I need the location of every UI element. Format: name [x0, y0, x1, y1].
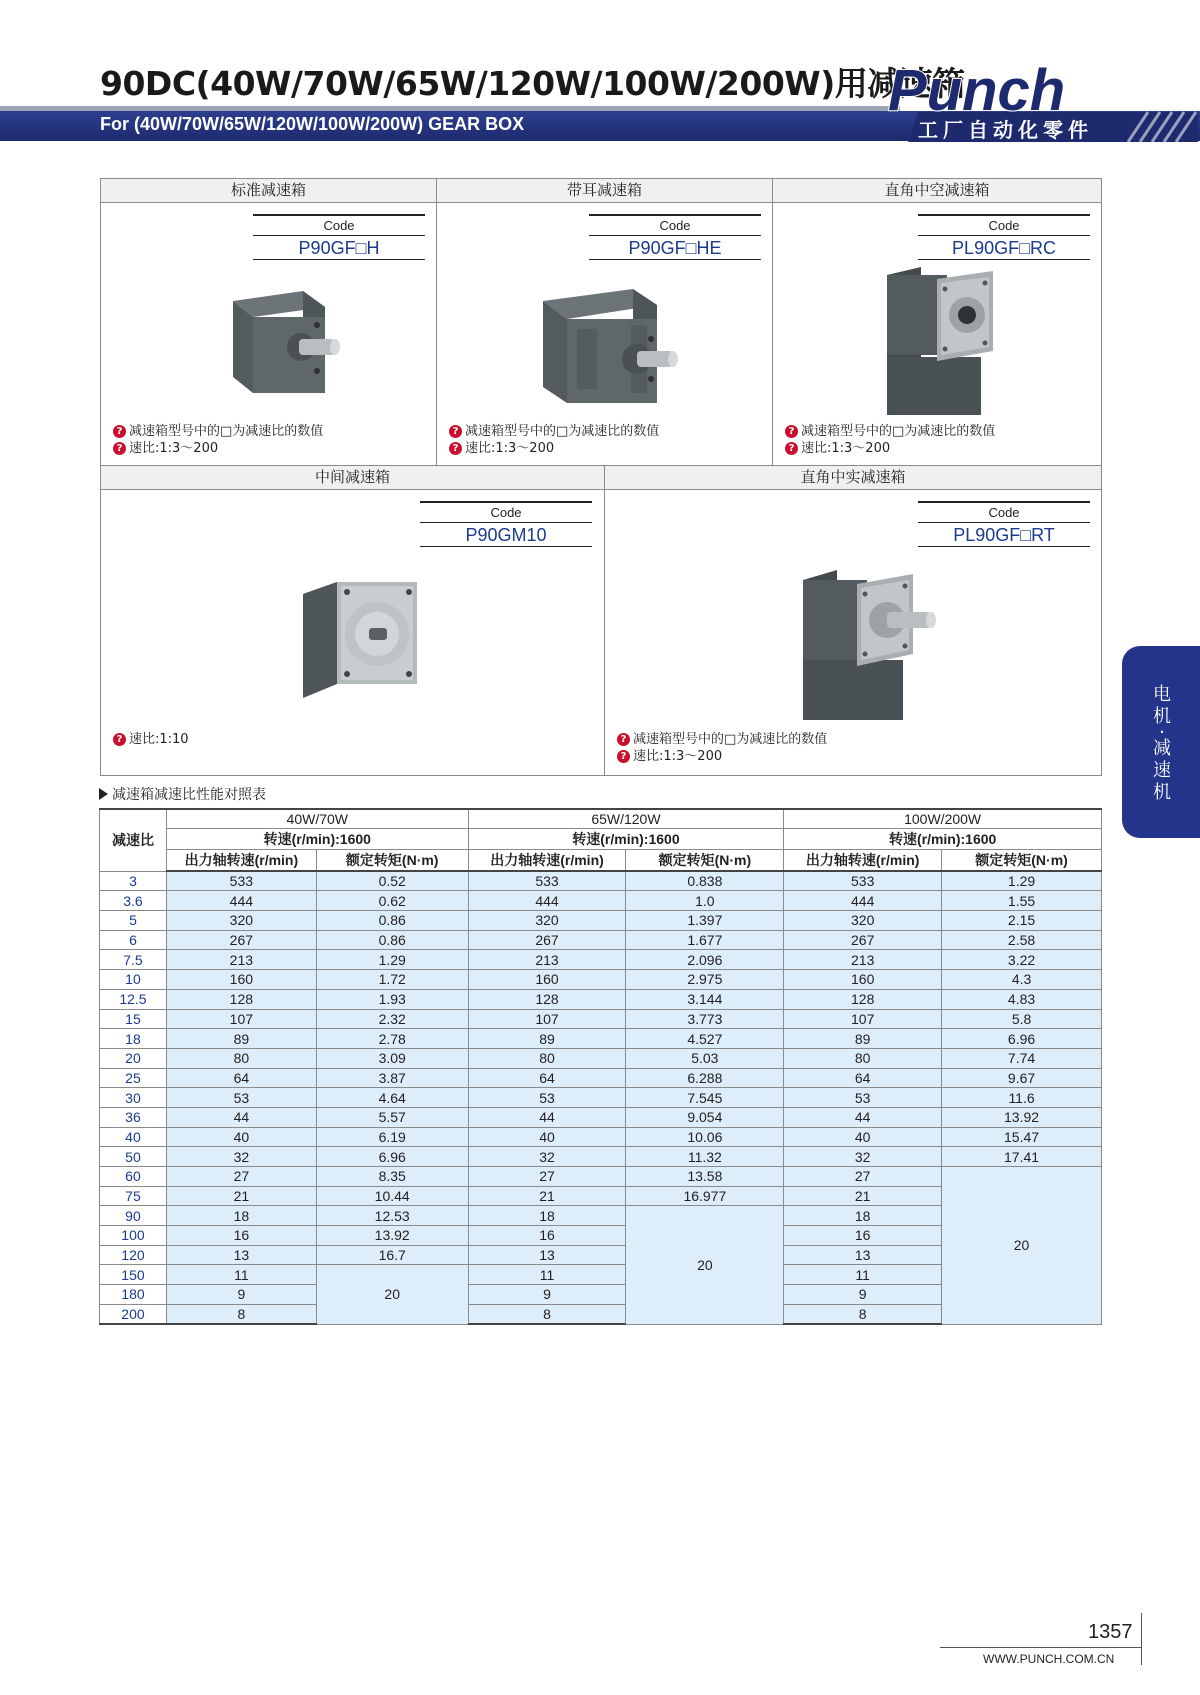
speed-cell: 107 — [784, 1009, 942, 1029]
speed-cell: 27 — [784, 1167, 942, 1187]
speed-cell: 128 — [784, 989, 942, 1009]
torque-cell: 4.3 — [942, 970, 1102, 990]
torque-cell: 1.0 — [626, 891, 784, 911]
code-label: Code — [918, 501, 1090, 523]
torque-cell: 11.6 — [942, 1088, 1102, 1108]
speed-cell: 40 — [166, 1127, 316, 1147]
torque-cell: 10.06 — [626, 1127, 784, 1147]
torque-cell: 0.52 — [316, 871, 468, 891]
table-row — [100, 950, 1102, 970]
speed-cell: 32 — [784, 1147, 942, 1167]
note — [113, 731, 189, 748]
speed-cell: 533 — [784, 871, 942, 891]
speed-cell: 267 — [784, 930, 942, 950]
product-intermediate — [101, 466, 605, 775]
note — [617, 731, 827, 748]
torque-cell: 2.78 — [316, 1029, 468, 1049]
speed-cell: 16 — [166, 1226, 316, 1246]
speed-cell: 21 — [468, 1186, 626, 1206]
product-with-ears — [437, 179, 773, 465]
ratio-cell: 36 — [100, 1107, 167, 1127]
speed-cell: 27 — [468, 1167, 626, 1187]
speed-cell: 213 — [468, 950, 626, 970]
table-row — [100, 1167, 1102, 1187]
speed-cell: 27 — [166, 1167, 316, 1187]
page-title: 90DC(40W/70W/65W/120W/100W/200W)用减速箱 — [100, 64, 965, 103]
ratio-cell: 3 — [100, 871, 167, 891]
ratio-cell: 75 — [100, 1186, 167, 1206]
product-code: PL90GF□RC — [918, 236, 1090, 260]
table-row — [100, 1127, 1102, 1147]
footer-url[interactable]: WWW.PUNCH.COM.CN — [983, 1652, 1115, 1666]
torque-cell: 16.977 — [626, 1186, 784, 1206]
ratio-cell: 200 — [100, 1304, 167, 1324]
torque-cell: 17.41 — [942, 1147, 1102, 1167]
ratio-cell: 120 — [100, 1245, 167, 1265]
col-output-speed: 出力轴转速(r/min) — [166, 850, 316, 872]
note — [785, 440, 995, 457]
speed-cell: 18 — [166, 1206, 316, 1226]
torque-cell: 1.29 — [942, 871, 1102, 891]
code-box — [589, 214, 761, 260]
torque-cell: 4.83 — [942, 989, 1102, 1009]
col-rated-torque: 额定转矩(N·m) — [316, 850, 468, 872]
torque-cell: 9.054 — [626, 1107, 784, 1127]
speed-cell: 16 — [468, 1226, 626, 1246]
ratio-header: 减速比 — [100, 809, 167, 871]
speed-cell: 320 — [166, 911, 316, 931]
torque-cell: 6.96 — [316, 1147, 468, 1167]
speed-cell: 160 — [784, 970, 942, 990]
table-row — [100, 891, 1102, 911]
torque-cell: 6.96 — [942, 1029, 1102, 1049]
torque-cell: 6.288 — [626, 1068, 784, 1088]
speed-cell: 13 — [784, 1245, 942, 1265]
speed-cell: 32 — [468, 1147, 626, 1167]
torque-cell: 9.67 — [942, 1068, 1102, 1088]
speed-cell: 89 — [468, 1029, 626, 1049]
ratio-cell: 7.5 — [100, 950, 167, 970]
speed-cell: 53 — [166, 1088, 316, 1108]
ratio-cell: 60 — [100, 1167, 167, 1187]
speed-cell: 11 — [468, 1265, 626, 1285]
torque-cell: 3.87 — [316, 1068, 468, 1088]
speed-cell: 40 — [784, 1127, 942, 1147]
product-right-angle-solid — [605, 466, 1101, 775]
notes — [113, 423, 323, 457]
page-subtitle: For (40W/70W/65W/120W/100W/200W) GEAR BOX — [100, 114, 525, 134]
torque-cell: 16.7 — [316, 1245, 468, 1265]
torque-cell: 6.19 — [316, 1127, 468, 1147]
code-box — [253, 214, 425, 260]
note-text: 减速箱型号中的□为减速比的数值 — [129, 424, 324, 439]
torque-cell: 5.57 — [316, 1107, 468, 1127]
notes — [617, 731, 827, 765]
code-label: Code — [918, 214, 1090, 236]
torque-cell: 5.03 — [626, 1048, 784, 1068]
section-label-text: 减速箱减速比性能对照表 — [112, 787, 266, 803]
gearbox-right-angle-hollow-image — [881, 261, 1001, 421]
speed-cell: 8 — [468, 1304, 626, 1324]
torque-cell: 13.92 — [942, 1107, 1102, 1127]
product-heading: 带耳减速箱 — [437, 179, 772, 203]
speed-cell: 13 — [166, 1245, 316, 1265]
note-text: 速比:1:3～200 — [129, 441, 219, 456]
torque-cell: 7.74 — [942, 1048, 1102, 1068]
speed-header: 转速(r/min):1600 — [784, 829, 1102, 850]
svg-text:Punch: Punch — [888, 60, 1066, 123]
note — [785, 423, 995, 440]
page-number: 1357 — [1088, 1621, 1133, 1643]
group-header: 40W/70W — [166, 809, 468, 829]
speed-cell: 21 — [166, 1186, 316, 1206]
torque-cell: 2.096 — [626, 950, 784, 970]
speed-cell: 44 — [166, 1107, 316, 1127]
speed-cell: 444 — [784, 891, 942, 911]
note-text: 速比:1:3～200 — [465, 441, 555, 456]
speed-cell: 44 — [784, 1107, 942, 1127]
speed-cell: 11 — [166, 1265, 316, 1285]
ratio-cell: 100 — [100, 1226, 167, 1246]
info-icon: ? — [785, 442, 798, 455]
table-row — [100, 1068, 1102, 1088]
table-row — [100, 871, 1102, 891]
torque-cell: 2.58 — [942, 930, 1102, 950]
group-header: 65W/120W — [468, 809, 784, 829]
ratio-cell: 50 — [100, 1147, 167, 1167]
torque-cell: 1.29 — [316, 950, 468, 970]
torque-cell: 1.397 — [626, 911, 784, 931]
note-text: 减速箱型号中的□为减速比的数值 — [633, 732, 828, 747]
speed-cell: 18 — [784, 1206, 942, 1226]
side-tab-char: 减 — [1153, 738, 1171, 759]
speed-cell: 32 — [166, 1147, 316, 1167]
product-code: P90GM10 — [420, 523, 592, 547]
ratio-cell: 40 — [100, 1127, 167, 1147]
side-tab-char: 机 — [1153, 706, 1171, 727]
gearbox-standard-image — [213, 281, 343, 401]
side-tab-char: · — [1159, 722, 1165, 743]
code-box — [918, 501, 1090, 547]
torque-cell: 4.527 — [626, 1029, 784, 1049]
speed-cell: 80 — [468, 1048, 626, 1068]
product-code: P90GF□H — [253, 236, 425, 260]
torque-cell: 3.22 — [942, 950, 1102, 970]
speed-cell: 64 — [784, 1068, 942, 1088]
torque-cell: 15.47 — [942, 1127, 1102, 1147]
gearbox-right-angle-solid-image — [797, 560, 937, 726]
code-box — [918, 214, 1090, 260]
ratio-cell: 10 — [100, 970, 167, 990]
speed-cell: 8 — [166, 1304, 316, 1324]
speed-cell: 533 — [468, 871, 626, 891]
code-label: Code — [253, 214, 425, 236]
torque-cell: 0.86 — [316, 911, 468, 931]
table-section-label — [99, 784, 266, 804]
note — [113, 440, 323, 457]
torque-cell: 2.15 — [942, 911, 1102, 931]
speed-cell: 320 — [468, 911, 626, 931]
info-icon: ? — [113, 425, 126, 438]
ratio-cell: 5 — [100, 911, 167, 931]
max-torque-cell: 20 — [626, 1206, 784, 1324]
speed-cell: 128 — [166, 989, 316, 1009]
speed-cell: 21 — [784, 1186, 942, 1206]
speed-cell: 8 — [784, 1304, 942, 1324]
speed-cell: 9 — [166, 1285, 316, 1305]
torque-cell: 0.86 — [316, 930, 468, 950]
speed-cell: 107 — [166, 1009, 316, 1029]
max-torque-cell: 20 — [316, 1265, 468, 1324]
speed-header: 转速(r/min):1600 — [468, 829, 784, 850]
triangle-bullet-icon — [99, 788, 108, 800]
info-icon: ? — [785, 425, 798, 438]
product-right-angle-hollow — [773, 179, 1101, 465]
speed-cell: 9 — [468, 1285, 626, 1305]
speed-cell: 160 — [468, 970, 626, 990]
speed-cell: 16 — [784, 1226, 942, 1246]
speed-cell: 53 — [468, 1088, 626, 1108]
torque-cell: 13.58 — [626, 1167, 784, 1187]
col-output-speed: 出力轴转速(r/min) — [468, 850, 626, 872]
speed-cell: 213 — [784, 950, 942, 970]
note-text: 减速箱型号中的□为减速比的数值 — [801, 424, 996, 439]
table-row — [100, 1147, 1102, 1167]
side-tab-char: 电 — [1153, 684, 1171, 705]
ratio-cell: 90 — [100, 1206, 167, 1226]
torque-cell: 10.44 — [316, 1186, 468, 1206]
info-icon: ? — [113, 733, 126, 746]
table-row — [100, 1029, 1102, 1049]
notes — [449, 423, 659, 457]
speed-cell: 53 — [784, 1088, 942, 1108]
speed-cell: 107 — [468, 1009, 626, 1029]
note — [449, 423, 659, 440]
info-icon: ? — [449, 442, 462, 455]
speed-cell: 40 — [468, 1127, 626, 1147]
table-row — [100, 1107, 1102, 1127]
speed-cell: 533 — [166, 871, 316, 891]
product-heading: 直角中空减速箱 — [773, 179, 1101, 203]
ratio-performance-table — [99, 808, 1102, 1325]
speed-cell: 444 — [166, 891, 316, 911]
speed-header: 转速(r/min):1600 — [166, 829, 468, 850]
info-icon: ? — [617, 750, 630, 763]
torque-cell: 2.975 — [626, 970, 784, 990]
note — [617, 748, 827, 765]
gearbox-with-ears-image — [533, 279, 683, 409]
product-code: PL90GF□RT — [918, 523, 1090, 547]
speed-cell: 267 — [468, 930, 626, 950]
side-category-tab[interactable] — [1122, 646, 1200, 838]
torque-cell: 1.677 — [626, 930, 784, 950]
ratio-cell: 3.6 — [100, 891, 167, 911]
code-label: Code — [589, 214, 761, 236]
ratio-cell: 12.5 — [100, 989, 167, 1009]
speed-cell: 80 — [166, 1048, 316, 1068]
torque-cell: 11.32 — [626, 1147, 784, 1167]
ratio-cell: 6 — [100, 930, 167, 950]
ratio-cell: 150 — [100, 1265, 167, 1285]
table-row — [100, 970, 1102, 990]
side-tab-char: 机 — [1153, 782, 1171, 803]
max-torque-cell: 20 — [942, 1167, 1102, 1325]
speed-cell: 89 — [784, 1029, 942, 1049]
product-standard — [101, 179, 437, 465]
torque-cell: 7.545 — [626, 1088, 784, 1108]
product-heading: 直角中实减速箱 — [605, 466, 1101, 490]
torque-cell: 1.93 — [316, 989, 468, 1009]
speed-cell: 44 — [468, 1107, 626, 1127]
table-row — [100, 989, 1102, 1009]
notes — [113, 731, 189, 748]
speed-cell: 320 — [784, 911, 942, 931]
gearbox-intermediate-image — [297, 574, 421, 704]
torque-cell: 3.144 — [626, 989, 784, 1009]
ratio-cell: 20 — [100, 1048, 167, 1068]
product-row-1 — [101, 179, 1101, 465]
speed-cell: 13 — [468, 1245, 626, 1265]
note-text: 速比:1:3～200 — [801, 441, 891, 456]
code-label: Code — [420, 501, 592, 523]
torque-cell: 12.53 — [316, 1206, 468, 1226]
table-row — [100, 1088, 1102, 1108]
info-icon: ? — [449, 425, 462, 438]
note — [113, 423, 323, 440]
side-tab-char: 速 — [1153, 760, 1171, 781]
torque-cell: 1.72 — [316, 970, 468, 990]
table-row — [100, 1048, 1102, 1068]
torque-cell: 5.8 — [942, 1009, 1102, 1029]
table-row — [100, 930, 1102, 950]
torque-cell: 0.62 — [316, 891, 468, 911]
speed-cell: 128 — [468, 989, 626, 1009]
speed-cell: 267 — [166, 930, 316, 950]
torque-cell: 13.92 — [316, 1226, 468, 1246]
col-rated-torque: 额定转矩(N·m) — [942, 850, 1102, 872]
torque-cell: 0.838 — [626, 871, 784, 891]
torque-cell: 4.64 — [316, 1088, 468, 1108]
torque-cell: 2.32 — [316, 1009, 468, 1029]
note — [449, 440, 659, 457]
speed-cell: 64 — [468, 1068, 626, 1088]
note-text: 速比:1:10 — [129, 732, 189, 747]
speed-cell: 444 — [468, 891, 626, 911]
speed-cell: 9 — [784, 1285, 942, 1305]
col-output-speed: 出力轴转速(r/min) — [784, 850, 942, 872]
product-heading: 中间减速箱 — [101, 466, 604, 490]
info-icon: ? — [113, 442, 126, 455]
speed-cell: 89 — [166, 1029, 316, 1049]
footer-divider — [1141, 1613, 1142, 1665]
speed-cell: 80 — [784, 1048, 942, 1068]
col-rated-torque: 额定转矩(N·m) — [626, 850, 784, 872]
ratio-cell: 18 — [100, 1029, 167, 1049]
footer-rule — [940, 1647, 1142, 1648]
torque-cell: 8.35 — [316, 1167, 468, 1187]
speed-cell: 11 — [784, 1265, 942, 1285]
notes — [785, 423, 995, 457]
product-code: P90GF□HE — [589, 236, 761, 260]
speed-cell: 160 — [166, 970, 316, 990]
group-header: 100W/200W — [784, 809, 1102, 829]
table-row — [100, 911, 1102, 931]
torque-cell: 1.55 — [942, 891, 1102, 911]
product-row-2 — [101, 465, 1101, 775]
product-heading: 标准减速箱 — [101, 179, 436, 203]
info-icon: ? — [617, 733, 630, 746]
speed-cell: 64 — [166, 1068, 316, 1088]
torque-cell: 3.09 — [316, 1048, 468, 1068]
ratio-cell: 25 — [100, 1068, 167, 1088]
speed-cell: 213 — [166, 950, 316, 970]
torque-cell: 3.773 — [626, 1009, 784, 1029]
note-text: 减速箱型号中的□为减速比的数值 — [465, 424, 660, 439]
ratio-cell: 180 — [100, 1285, 167, 1305]
ratio-cell: 30 — [100, 1088, 167, 1108]
table-row — [100, 1009, 1102, 1029]
product-grid — [100, 178, 1102, 776]
brand-slogan: 工厂自动化零件 — [918, 118, 1093, 142]
note-text: 速比:1:3～200 — [633, 749, 723, 764]
speed-cell: 18 — [468, 1206, 626, 1226]
ratio-cell: 15 — [100, 1009, 167, 1029]
code-box — [420, 501, 592, 547]
